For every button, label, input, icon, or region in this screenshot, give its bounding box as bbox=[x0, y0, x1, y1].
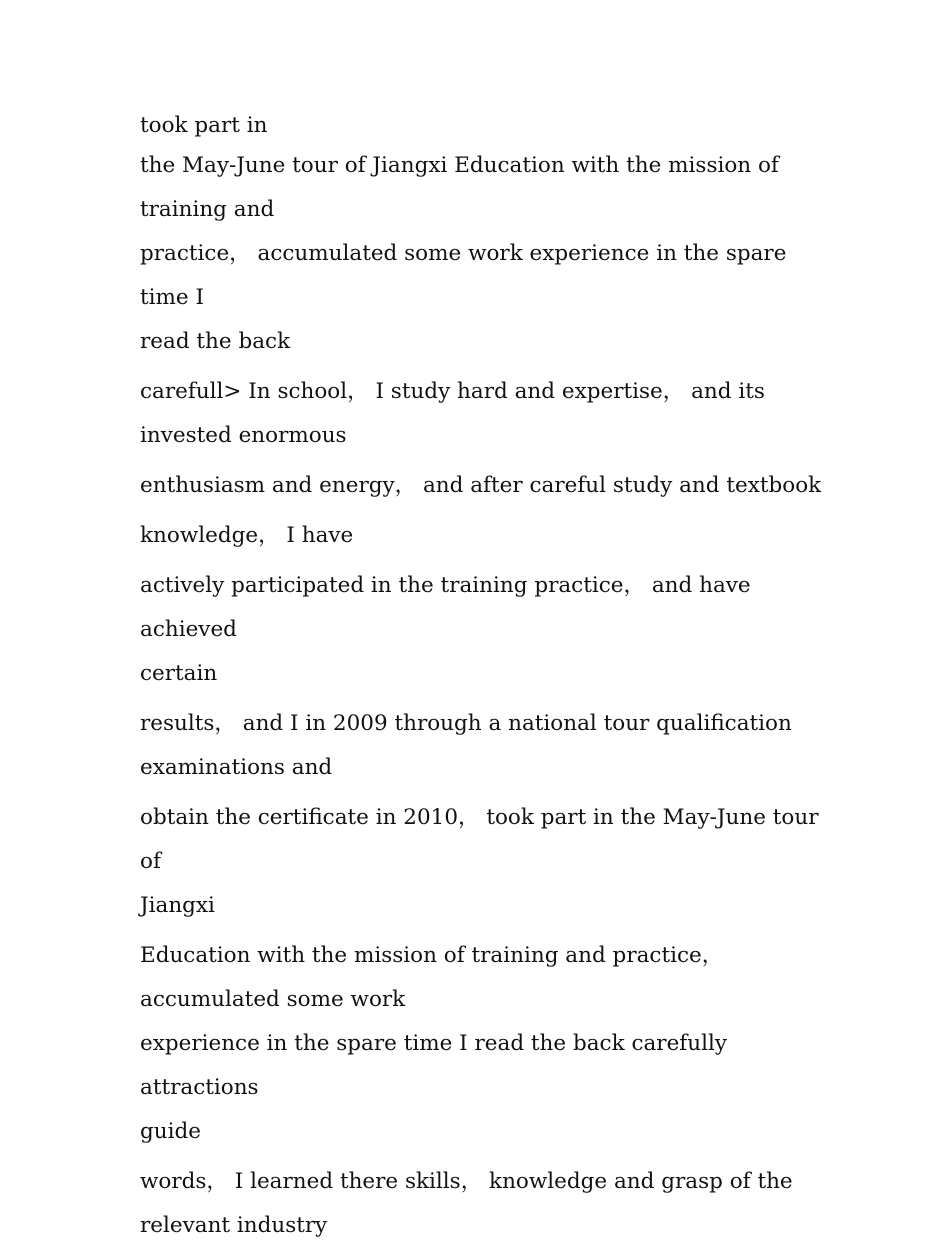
paragraph bbox=[140, 144, 830, 232]
paragraph bbox=[140, 108, 830, 144]
text-line: read the back bbox=[140, 329, 291, 354]
text-line: experience in the spare time I read the back carefully attractions bbox=[140, 1031, 728, 1100]
paragraph bbox=[140, 702, 830, 790]
text-line: relevant industry bbox=[140, 1213, 328, 1238]
text-line: actively participated in the training practice， and have achieved bbox=[140, 573, 751, 642]
text-line: words， I learned there skills， knowledge and grasp of the bbox=[140, 1169, 793, 1194]
text-line: invested enormous bbox=[140, 423, 347, 448]
text-line: enthusiasm and energy， and after careful study and textbook bbox=[140, 473, 822, 498]
text-line: training and bbox=[140, 197, 275, 222]
text-line: knowledge， I have bbox=[140, 523, 354, 548]
text-line: Jiangxi bbox=[140, 893, 215, 918]
text-line: certain bbox=[140, 661, 218, 686]
text-line: Education with the mission of training and practice， bbox=[140, 943, 724, 968]
text-line: accumulated some work bbox=[140, 987, 406, 1012]
text-line: the May-June tour of Jiangxi Education with the mission of bbox=[140, 153, 779, 178]
paragraph bbox=[140, 514, 830, 558]
text-line: obtain the certificate in 2010， took part in the May-June tour of bbox=[140, 805, 819, 874]
paragraph bbox=[140, 934, 830, 1022]
paragraph bbox=[140, 370, 830, 458]
text-line: took part in bbox=[140, 113, 268, 138]
text-line: examinations and bbox=[140, 755, 333, 780]
text-line: guide bbox=[140, 1119, 201, 1144]
text-line: carefull> In school， I study hard and expertise， and its bbox=[140, 379, 765, 404]
paragraph bbox=[140, 1160, 830, 1248]
text-line: results， and I in 2009 through a national tour qualification bbox=[140, 711, 792, 736]
paragraph bbox=[140, 464, 830, 508]
paragraph bbox=[140, 232, 830, 364]
text-line: practice， accumulated some work experience in the spare time I bbox=[140, 241, 787, 310]
paragraph bbox=[140, 1022, 830, 1154]
paragraph bbox=[140, 564, 830, 696]
paragraph bbox=[140, 796, 830, 928]
body-text bbox=[140, 108, 830, 1254]
